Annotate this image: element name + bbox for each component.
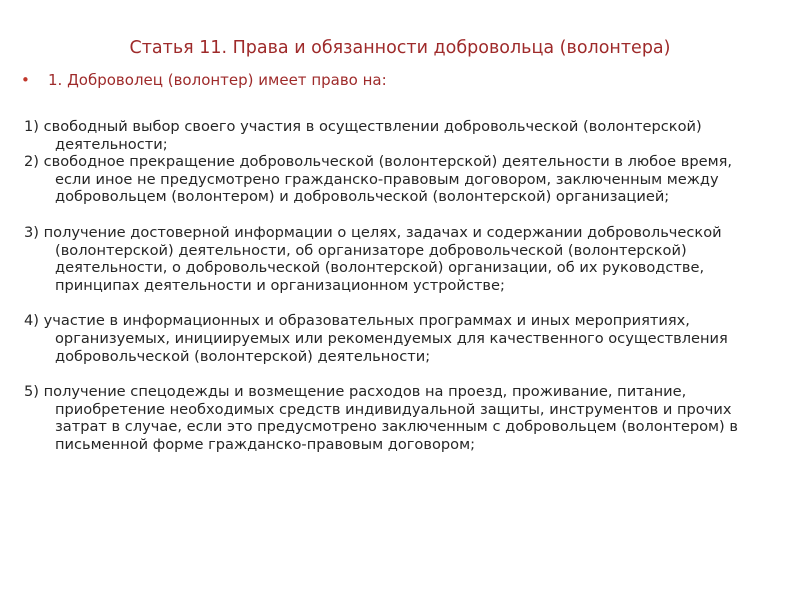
bullet-icon: • — [21, 71, 30, 89]
slide-title: Статья 11. Права и обязанности добровольца (волонтера) — [129, 38, 671, 58]
list-item: 2) свободное прекращение добровольческой (волонтерской) деятельности в любое время, если иное не предусмотрено гражданско-правовым договором, заключенным между добровольцем (волонтером) и добровольческой (волонтерской) организацией; — [24, 153, 733, 206]
list-item: 4) участие в информационных и образовательных программах и иных мероприятиях, организуемых, инициируемых или рекомендуемых для качественного осуществления добровольческой (волонтерской) деятельности; — [24, 312, 728, 365]
list-item: 3) получение достоверной информации о целях, задачах и содержании добровольческой (волонтерской) деятельности, об организаторе добровольческой (волонтерской) деятельности, о добровольческой (волонтерской) организации, об их руководстве, принципах деятельности и организационном устройстве; — [24, 223, 722, 294]
rights-list — [24, 118, 754, 454]
list-item: 1) свободный выбор своего участия в осуществлении добровольческой (волонтерской) деятельности; — [24, 118, 702, 153]
bullet-row — [21, 71, 387, 89]
bullet-text: 1. Доброволец (волонтер) имеет право на: — [48, 71, 387, 89]
list-item: 5) получение спецодежды и возмещение расходов на проезд, проживание, питание, приобретение необходимых средств индивидуальной защиты, инструментов и прочих затрат в случае, если это предусмотрено заключенным с добровольцем (волонтером) в письменной форме гражданско-правовым договором; — [24, 383, 738, 453]
